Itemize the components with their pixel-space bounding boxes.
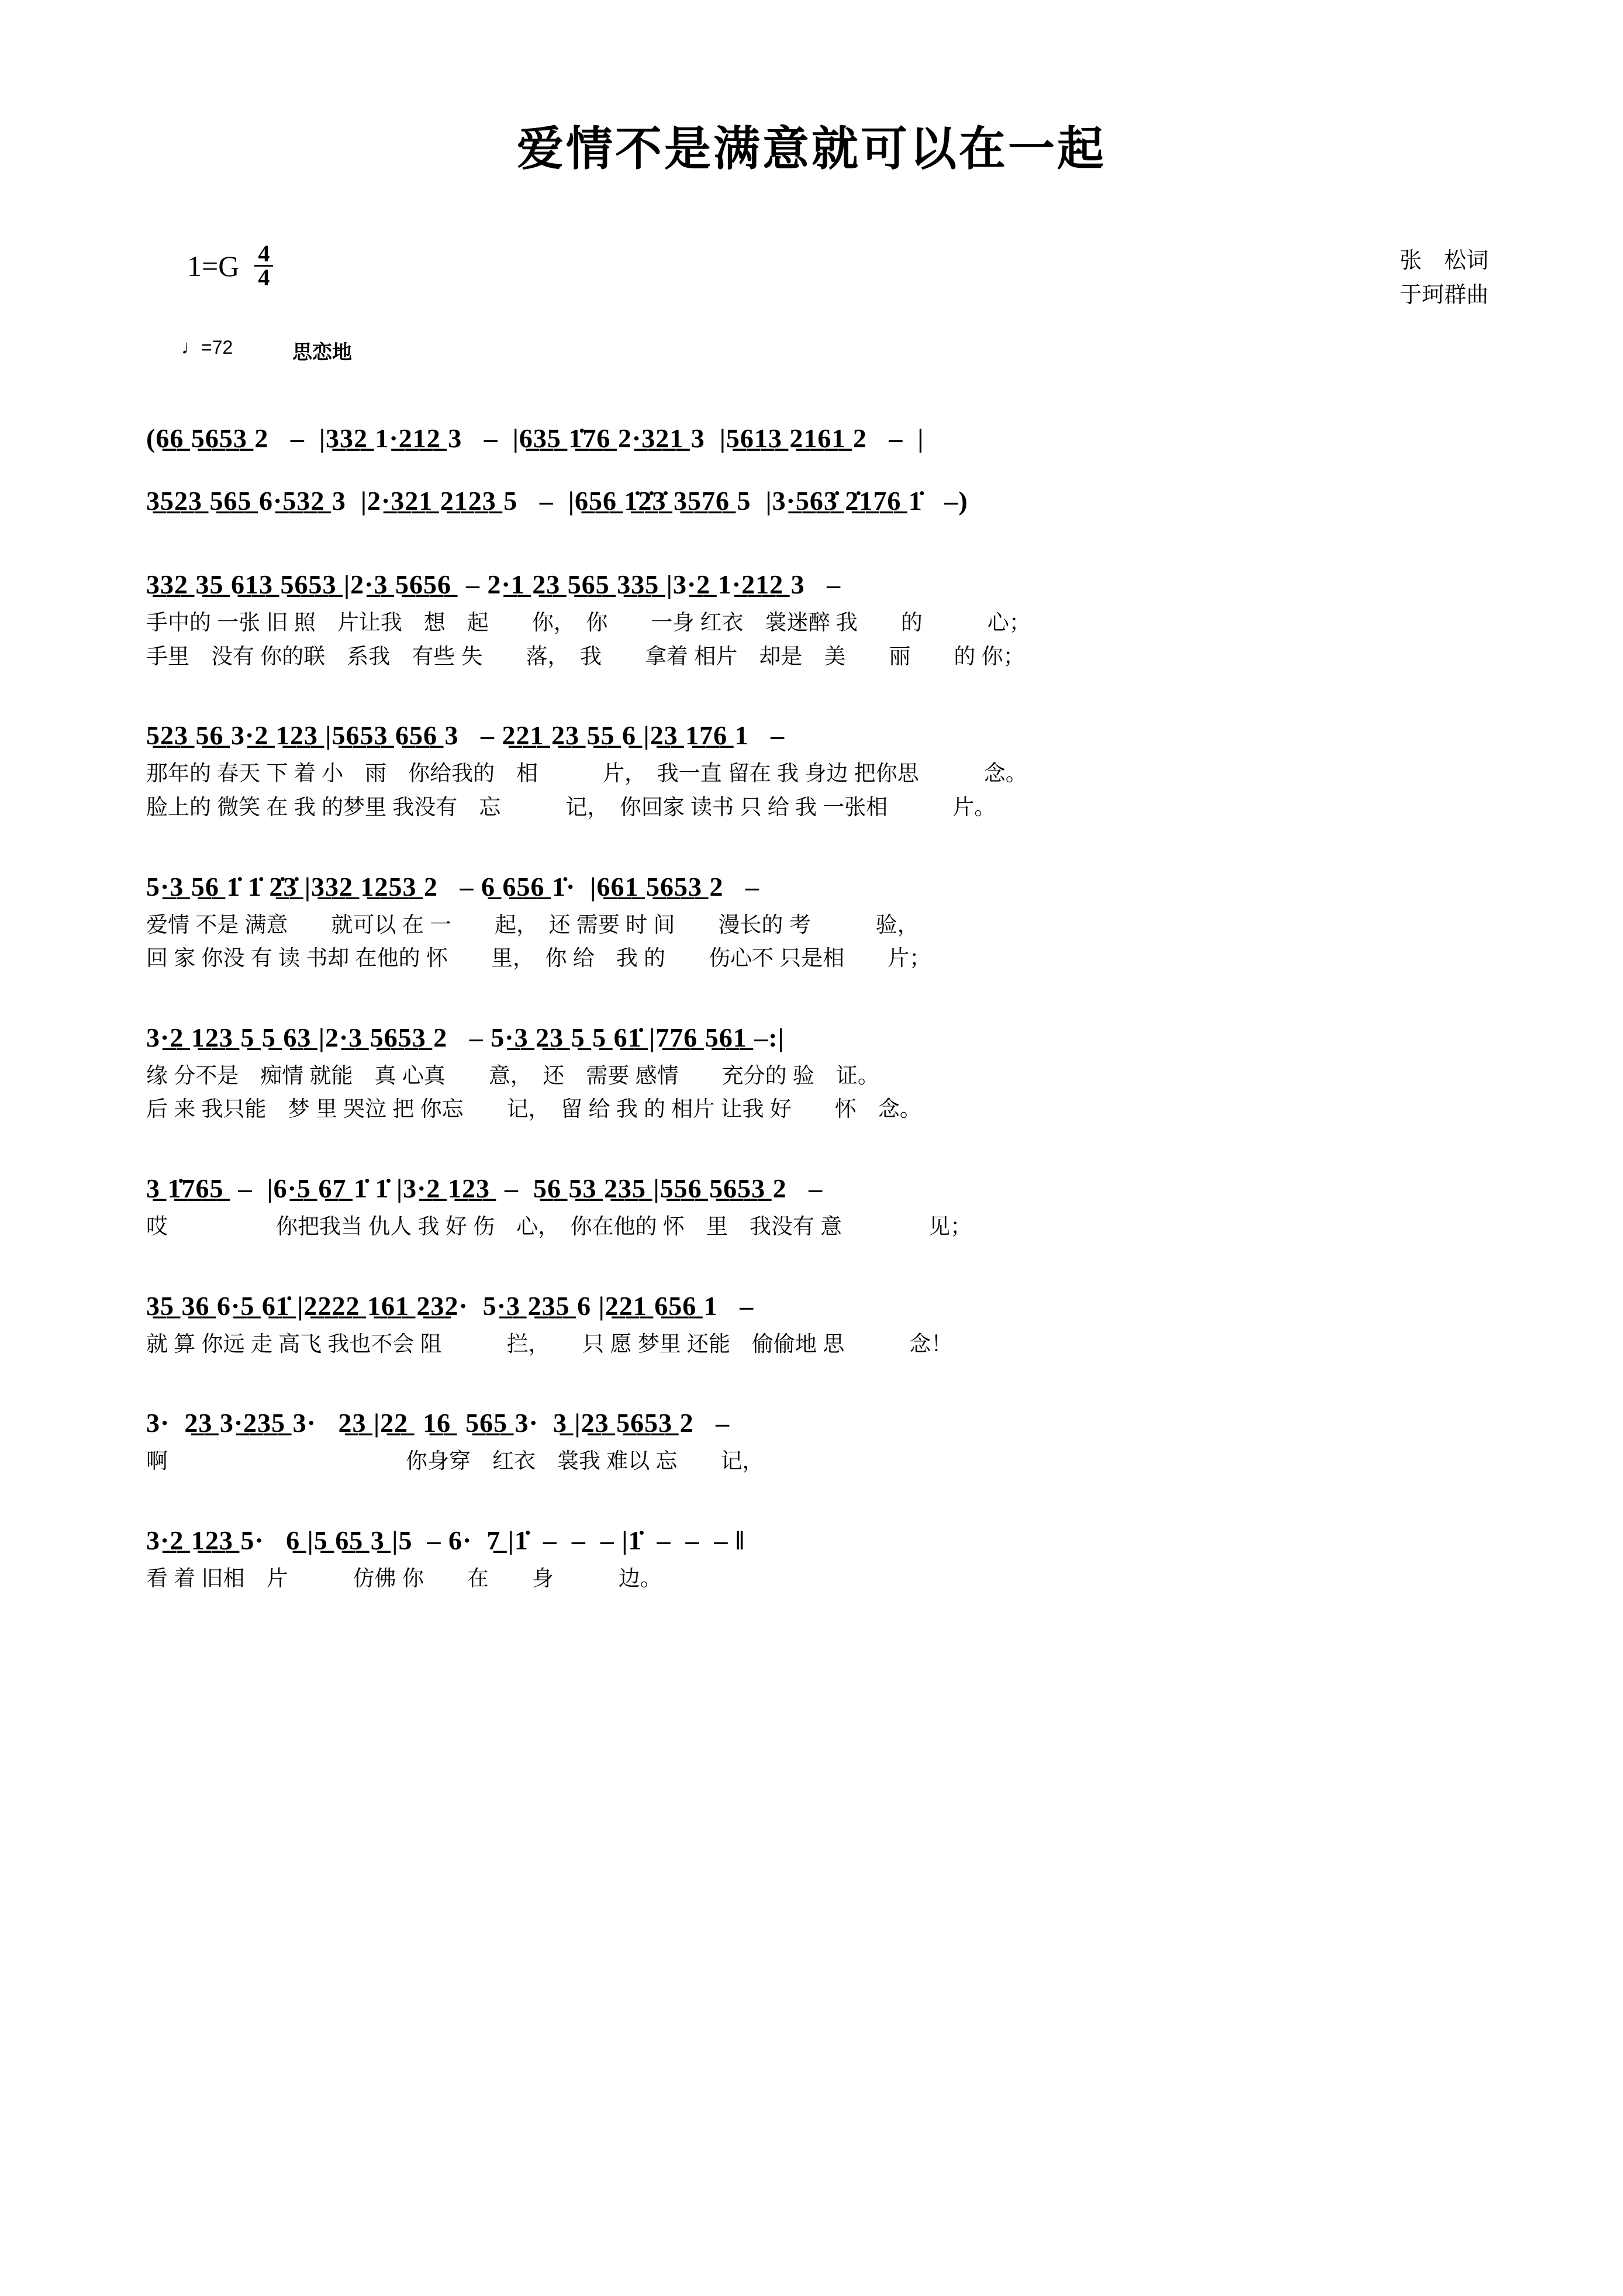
notation-line: 5̲2̲3̲ 5̲6̲ 3·̲2̲ 1̲2̲3̲ |5̲6̲5̲3̲ 6̲5̲6̲ 3 – 2̲2̲1̲ 2̲3̲ 5̲5̲ 6̲ |2̲3̲ 1̲7̲6̲ 1 – [146, 720, 792, 751]
lyric-line: 缘 分不是 痴情 就能 真 心真 意， 还 需要 感情 充分的 验 证。 [146, 1063, 879, 1087]
lyric-line: 那年的 春天 下 着 小 雨 你给我的 相 片， 我一直 留在 我 身边 把你思 念。 [146, 761, 1027, 786]
notation-line: 3̲ 1̲̇7̲6̲5̲ – |6·̲5̲ 6̲7̲ 1̇ 1̇ |3·̲2̲ 1̲2̲3̲ – 5̲6̲ 5̲3̲ 2̲3̲5̲ |5̲5̲6̲ 5̲6̲5̲3̲ 2 – [146, 1173, 830, 1204]
time-signature-numerator: 4 [254, 243, 273, 267]
spacer [146, 1382, 1477, 1403]
music-system [146, 418, 1477, 458]
music-system [146, 481, 1477, 521]
notation-line: 3·̲2̲ 1̲2̲3̲ 5̲ 5̲ 6̲3̲ |2·̲3̲ 5̲6̲5̲3̲ 2 – 5·̲3̲ 2̲3̲ 5̲ 5̲ 6̲1̲̇ |7̲7̲6̲ 5̲6̲1̲ –:| [146, 1022, 785, 1052]
lyric-line: 回 家 你没 有 读 书却 在他的 怀 里， 你 给 我 的 伤心不 只是相 片； [146, 946, 931, 971]
meta-row [0, 240, 1623, 330]
notation-line: 3̲5̲ 3̲6̲ 6·̲5̲ 6̲1̲̇ |2̲2̲2̲2̲ 1̲6̲1̲ 2̲3̲2· 5·̲3̲ 2̲3̲5̲ 6 |2̲2̲1̲ 6̲5̲6̲ 1 – [146, 1290, 761, 1321]
music-system [146, 564, 1477, 672]
lyric-line: 就 算 你远 走 高飞 我也不会 阻 拦， 只 愿 梦里 还能 偷偷地 思 念！ [146, 1331, 953, 1356]
music-system [146, 1403, 1477, 1477]
spacer [146, 996, 1477, 1017]
key-signature [187, 240, 273, 291]
music-systems [0, 418, 1623, 1594]
notation-line: 3·̲2̲ 1̲2̲3̲ 5· 6̲ |5̲ 6̲5̲ 3̲ |5 – 6· 7̲ |1̇ – – – |1̇ – – – ‖ [146, 1525, 745, 1556]
key-label: 1=G [187, 249, 240, 282]
lyric-line: 哎 你把我当 仇人 我 好 伤 心， 你在他的 怀 里 我没有 意 见； [146, 1214, 972, 1239]
tempo-marking [181, 336, 233, 359]
notation-line: (6̲6̲ 5̲6̲5̲3̲ 2 – |3̲3̲2̲ 1·̲2̲1̲2̲ 3 – |6̲3̲5̲ 1̲̇7̲6̲ 2·̲3̲2̲1̲ 3 |5̲6̲1̲3̲ 2̲1̲6̲1̲ 2 – | [146, 423, 924, 453]
page-title: 爱情不是满意就可以在一起 [517, 123, 1106, 175]
notation-line: 5·̲3̲ 5̲6̲ 1̇ 1̇ 2̲̇3̲̇ |3̲3̲2̲ 1̲2̲5̲3̲ 2 – 6̲ 6̲5̲6̲ 1̇· |6̲6̲1̲ 5̲6̲5̲3̲ 2 – [146, 871, 767, 902]
quarter-note-icon: ♩ [181, 336, 201, 358]
music-system [146, 715, 1477, 823]
mood-marking: 思恋地 [292, 341, 352, 364]
lyric-line: 手里 没有 你的联 系我 有些 失 落， 我 拿着 相片 却是 美 丽 的 你； [146, 644, 1025, 668]
music-system [146, 1520, 1477, 1594]
credits [1400, 244, 1489, 313]
music-system [146, 1168, 1477, 1242]
lyric-line: 啊 你身穿 红衣 裳我 难以 忘 记， [146, 1449, 764, 1473]
spacer [146, 694, 1477, 715]
spacer [146, 1265, 1477, 1286]
tempo-row [0, 336, 1623, 383]
spacer [146, 1147, 1477, 1168]
time-signature-denominator: 4 [258, 264, 270, 291]
spacer [146, 1499, 1477, 1520]
lyric-line: 看 着 旧相 片 仿佛 你 在 身 边。 [146, 1566, 662, 1591]
spacer [146, 543, 1477, 564]
lyric-line: 脸上的 微笑 在 我 的梦里 我没有 忘 记， 你回家 读书 只 给 我 一张相 片。 [146, 795, 996, 819]
credit-lyricist: 张 松词 [1399, 248, 1489, 273]
lyric-line: 爱情 不是 满意 就可以 在 一 起， 还 需要 时 间 漫长的 考 验， [146, 912, 919, 937]
time-signature [254, 240, 273, 291]
notation-line: 3· 2̲3̲ 3·̲2̲3̲5̲ 3· 2̲3̲ |2̲2̲ 1̲6̲ 5̲6̲5̲ 3· 3̲ |2̲3̲ 5̲6̲5̲3̲ 2 – [146, 1408, 737, 1438]
notation-line: 3̲5̲2̲3̲ 5̲6̲5̲ 6·̲5̲3̲2̲ 3 |2·̲3̲2̲1̲ 2̲1̲2̲3̲ 5 – |6̲5̲6̲ 1̲̇2̲̇3̲̇ 3̲5̲7̲6̲ 5 |3·̲5̲6̲3̲̇ 2̲̇1̲7̲6̲ 1̇ –) [146, 486, 968, 516]
lyric-line: 手中的 一张 旧 照 片让我 想 起 你， 你 一身 红衣 裳迷醉 我 的 心； [146, 610, 1031, 634]
spacer [146, 845, 1477, 866]
music-system [146, 1017, 1477, 1125]
tempo-value: =72 [201, 337, 233, 358]
notation-line: 3̲3̲2̲ 3̲5̲ 6̲1̲3̲ 5̲6̲5̲3̲ |2·̲3̲ 5̲6̲5̲6̲ – 2·̲1̲ 2̲3̲ 5̲6̲5̲ 3̲3̲5̲ |3·̲2̲ 1·̲2̲1̲2̲ 3 – [146, 569, 848, 599]
music-system [146, 1286, 1477, 1360]
lyric-line: 后 来 我只能 梦 里 哭泣 把 你忘 记， 留 给 我 的 相片 让我 好 怀 念。 [146, 1097, 921, 1121]
credit-composer: 于珂群曲 [1399, 282, 1489, 308]
music-system [146, 866, 1477, 974]
